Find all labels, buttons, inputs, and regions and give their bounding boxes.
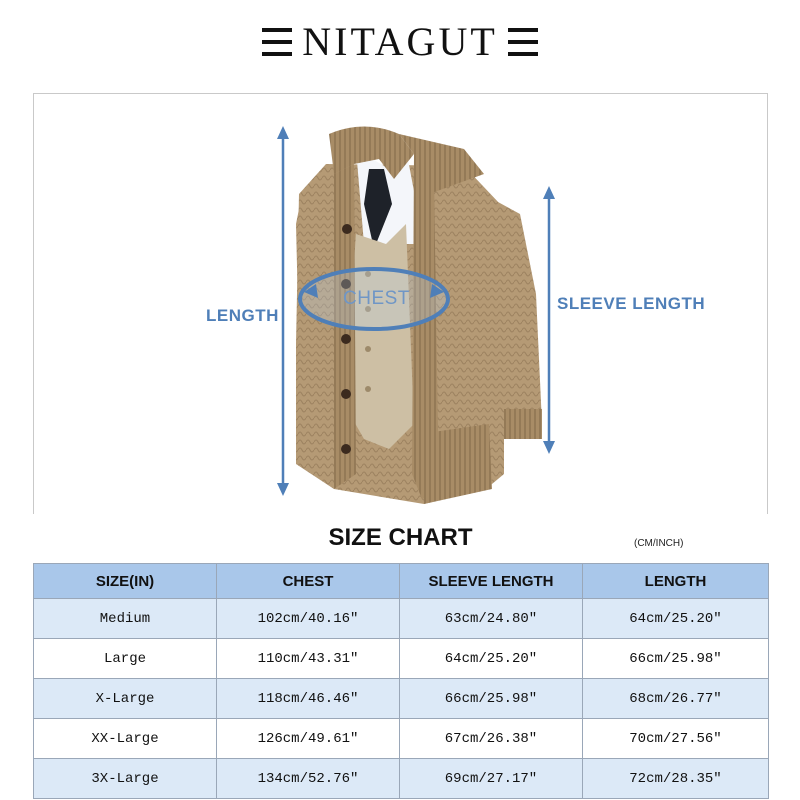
unit-note: (CM/INCH) xyxy=(634,538,684,549)
size-cell: Medium xyxy=(34,599,217,639)
sleeve-length-cell: 64cm/25.20" xyxy=(400,639,583,679)
size-cell: XX-Large xyxy=(34,719,217,759)
column-header-chest: CHEST xyxy=(217,564,400,599)
length-cell: 64cm/25.20" xyxy=(583,599,769,639)
chest-cell: 102cm/40.16" xyxy=(217,599,400,639)
sleeve-length-arrow xyxy=(543,186,555,454)
brand-right-bars xyxy=(508,28,538,56)
brand-name: NITAGUT xyxy=(302,19,498,64)
brand-left-bars xyxy=(262,28,292,56)
column-header-size: SIZE(IN) xyxy=(34,564,217,599)
column-header-sleeve-length: SLEEVE LENGTH xyxy=(400,564,583,599)
column-header-length: LENGTH xyxy=(583,564,769,599)
table-row xyxy=(34,759,769,799)
sleeve-length-label: SLEEVE LENGTH xyxy=(557,294,706,313)
size-cell: 3X-Large xyxy=(34,759,217,799)
table-row xyxy=(34,719,769,759)
measurement-illustration xyxy=(33,93,768,514)
chest-cell: 110cm/43.31" xyxy=(217,639,400,679)
sleeve-length-cell: 63cm/24.80" xyxy=(400,599,583,639)
sleeve-length-cell: 66cm/25.98" xyxy=(400,679,583,719)
size-cell: X-Large xyxy=(34,679,217,719)
length-cell: 68cm/26.77" xyxy=(583,679,769,719)
brand-logo xyxy=(0,12,800,72)
table-row xyxy=(34,679,769,719)
length-cell: 70cm/27.56" xyxy=(583,719,769,759)
size-chart-title: SIZE CHART xyxy=(328,524,473,551)
length-cell: 72cm/28.35" xyxy=(583,759,769,799)
chest-cell: 118cm/46.46" xyxy=(217,679,400,719)
length-label: LENGTH xyxy=(206,306,279,325)
size-table-header xyxy=(34,564,769,599)
chest-cell: 134cm/52.76" xyxy=(217,759,400,799)
table-row xyxy=(34,639,769,679)
table-row xyxy=(34,599,769,639)
chest-label: CHEST xyxy=(343,288,410,309)
chest-cell: 126cm/49.61" xyxy=(217,719,400,759)
size-table xyxy=(33,563,769,799)
sleeve-length-cell: 69cm/27.17" xyxy=(400,759,583,799)
length-cell: 66cm/25.98" xyxy=(583,639,769,679)
sleeve-length-cell: 67cm/26.38" xyxy=(400,719,583,759)
size-cell: Large xyxy=(34,639,217,679)
